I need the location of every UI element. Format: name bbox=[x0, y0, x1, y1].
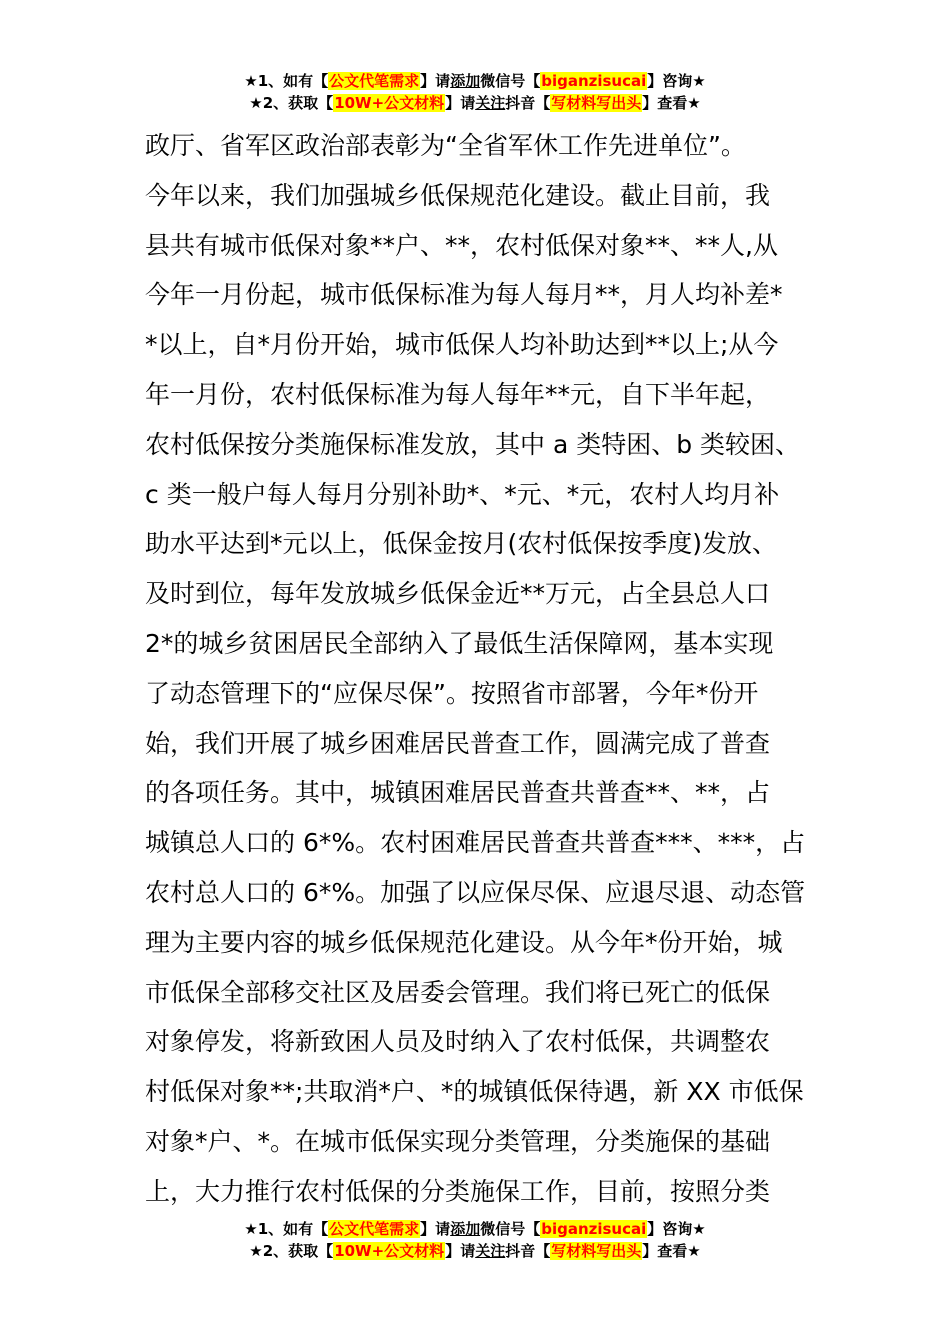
banner-underlined-text: 关注 bbox=[475, 94, 506, 112]
banner-text: 】查看★ bbox=[642, 1242, 701, 1260]
text-line: 政厅、省军区政治部表彰为“全省军休工作先进单位”。 bbox=[145, 131, 746, 160]
text-line: 2*的城乡贫困居民全部纳入了最低生活保障网，基本实现 bbox=[145, 628, 774, 658]
banner-text: 抖音【 bbox=[505, 1242, 551, 1260]
banner-text: ★1、如有【 bbox=[244, 72, 329, 90]
banner-line-2 bbox=[0, 92, 950, 114]
text-line: 理为主要内容的城乡低保规范化建设。从今年*份开始，城 bbox=[145, 927, 783, 957]
text-line: c 类一般户每人每月分别补助*、*元、*元，农村人均月补 bbox=[145, 479, 780, 509]
highlight-wechat-id: biganzisucai bbox=[541, 1220, 647, 1238]
text-line: 农村总人口的 6*%。加强了以应保尽保、应退尽退、动态管 bbox=[145, 877, 806, 907]
highlight-service: 公文代笔需求 bbox=[329, 72, 420, 90]
text-line: *以上，自*月份开始，城市低保人均补助达到**以上;从今 bbox=[145, 330, 779, 360]
text-line: 了动态管理下的“应保尽保”。按照省市部署，今年*份开 bbox=[145, 678, 759, 708]
text-line: 对象停发，将新致困人员及时纳入了农村低保，共调整农 bbox=[145, 1027, 771, 1057]
banner-text: 微信号【 bbox=[480, 72, 541, 90]
banner-text: ★1、如有【 bbox=[244, 1220, 329, 1238]
highlight-service: 公文代笔需求 bbox=[329, 1220, 420, 1238]
banner-text: 】请 bbox=[420, 72, 451, 90]
banner-text: 微信号【 bbox=[480, 1220, 541, 1238]
text-line: 城镇总人口的 6*%。农村困难居民普查共普查***、***，占 bbox=[145, 828, 806, 858]
highlight-materials: 10W+公文材料 bbox=[334, 1242, 445, 1260]
banner-underlined-text: 添加 bbox=[450, 72, 481, 90]
banner-text: ★2、获取【 bbox=[249, 1242, 334, 1260]
highlight-douyin: 写材料写出头 bbox=[551, 94, 642, 112]
text-line: 年一月份，农村低保标准为每人每年**元，自下半年起， bbox=[145, 379, 771, 409]
banner-text: 】请 bbox=[445, 94, 476, 112]
highlight-wechat-id: biganzisucai bbox=[541, 72, 647, 90]
text-line: 今年以来，我们加强城乡低保规范化建设。截止目前，我 bbox=[145, 180, 771, 210]
banner-text: 】咨询★ bbox=[647, 1220, 706, 1238]
text-line: 助水平达到*元以上，低保金按月(农村低保按季度)发放、 bbox=[145, 529, 778, 559]
banner-text: 抖音【 bbox=[505, 94, 551, 112]
text-line: 市低保全部移交社区及居委会管理。我们将已死亡的低保 bbox=[145, 977, 771, 1007]
text-line: 上，大力推行农村低保的分类施保工作，目前，按照分类 bbox=[145, 1176, 771, 1206]
text-line: 村低保对象**;共取消*户、*的城镇低保待遇，新 XX 市低保 bbox=[145, 1077, 804, 1107]
highlight-materials: 10W+公文材料 bbox=[334, 94, 445, 112]
banner-text: 】请 bbox=[445, 1242, 476, 1260]
text-line: 农村低保按分类施保标准发放，其中 a 类特困、b 类较困、 bbox=[145, 429, 801, 459]
banner-text: 】查看★ bbox=[642, 94, 701, 112]
highlight-douyin: 写材料写出头 bbox=[551, 1242, 642, 1260]
document-body bbox=[145, 121, 825, 1217]
header-banner bbox=[0, 70, 950, 114]
text-line: 对象*户、*。在城市低保实现分类管理，分类施保的基础 bbox=[145, 1126, 771, 1156]
text-line: 及时到位，每年发放城乡低保金近**万元，占全县总人口 bbox=[145, 579, 771, 609]
text-line: 县共有城市低保对象**户、**，农村低保对象**、**人,从 bbox=[145, 230, 778, 260]
text-line: 始，我们开展了城乡困难居民普查工作，圆满完成了普查 bbox=[145, 728, 771, 758]
banner-line-1 bbox=[0, 70, 950, 92]
banner-text: ★2、获取【 bbox=[249, 94, 334, 112]
banner-underlined-text: 添加 bbox=[450, 1220, 481, 1238]
text-line: 今年一月份起，城市低保标准为每人每月**，月人均补差* bbox=[145, 280, 783, 310]
banner-text: 】咨询★ bbox=[647, 72, 706, 90]
banner-text: 】请 bbox=[420, 1220, 451, 1238]
text-line: 的各项任务。其中，城镇困难居民普查共普查**、**，占 bbox=[145, 778, 771, 808]
banner-line-2 bbox=[0, 1240, 950, 1262]
footer-banner bbox=[0, 1218, 950, 1262]
banner-underlined-text: 关注 bbox=[475, 1242, 506, 1260]
banner-line-1 bbox=[0, 1218, 950, 1240]
